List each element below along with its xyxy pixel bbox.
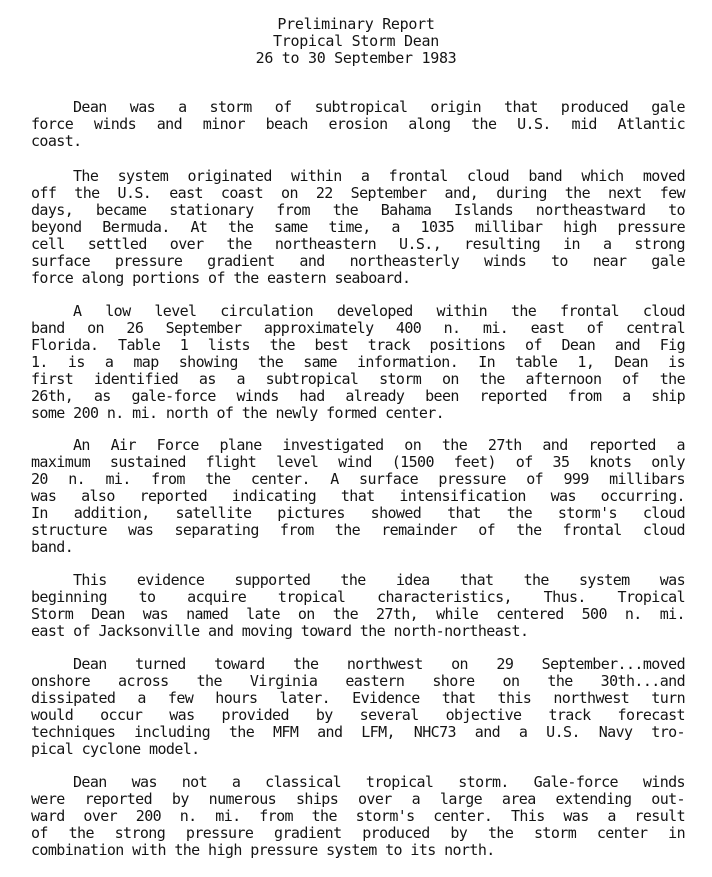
paragraph-line: east of Jacksonville and moving toward the north-northeast. xyxy=(31,622,529,640)
paragraph-line: 1. is a map showing the same information. In table 1, Dean is xyxy=(31,353,685,371)
paragraph-line: A low level circulation developed within the frontal cloud xyxy=(73,302,685,320)
paragraph-line: of the strong pressure gradient produced by the storm center in xyxy=(31,824,685,842)
paragraph-line: would occur was provided by several objective track forecast xyxy=(31,706,685,724)
paragraph-line: Storm Dean was named late on the 27th, while centered 500 n. mi. xyxy=(31,605,685,623)
paragraph-line: force along portions of the eastern seaboard. xyxy=(31,269,411,287)
paragraph-line: coast. xyxy=(31,132,82,150)
paragraph-line: beginning to acquire tropical characteristics, Thus. Tropical xyxy=(31,588,685,606)
paragraph-line: This evidence supported the idea that the system was xyxy=(73,571,685,589)
paragraph-line: structure was separating from the remainder of the frontal cloud xyxy=(31,521,685,539)
report-title: Preliminary Report xyxy=(277,15,435,33)
paragraph-line: band. xyxy=(31,538,74,556)
paragraph-line: were reported by numerous ships over a large area extending out- xyxy=(31,790,685,808)
paragraph-line: maximum sustained flight level wind (1500 feet) of 35 knots only xyxy=(31,453,685,471)
report-dates: 26 to 30 September 1983 xyxy=(255,49,457,67)
paragraph-line: first identified as a subtropical storm on the afternoon of the xyxy=(31,370,685,388)
paragraph-3 xyxy=(31,303,685,422)
paragraph-line: beyond Bermuda. At the same time, a 1035 millibar high pressure xyxy=(31,218,685,236)
paragraph-6 xyxy=(31,656,685,758)
paragraph-line: cell settled over the northeastern U.S., resulting in a strong xyxy=(31,235,685,253)
paragraph-line: off the U.S. east coast on 22 September and, during the next few xyxy=(31,184,685,202)
paragraph-line: 26th, as gale-force winds had already been reported from a ship xyxy=(31,387,685,405)
paragraph-line: was also reported indicating that intensification was occurring. xyxy=(31,487,685,505)
storm-name: Tropical Storm Dean xyxy=(273,32,439,50)
paragraph-line: Dean was not a classical tropical storm. Gale-force winds xyxy=(73,773,685,791)
paragraph-line: Dean turned toward the northwest on 29 September...moved xyxy=(73,655,685,673)
paragraph-line: pical cyclone model. xyxy=(31,740,200,758)
paragraph-line: ward over 200 n. mi. from the storm's center. This was a result xyxy=(31,807,685,825)
paragraph-line: onshore across the Virginia eastern shore on the 30th...and xyxy=(31,672,685,690)
paragraph-4 xyxy=(31,437,685,556)
paragraph-line: The system originated within a frontal cloud band which moved xyxy=(73,167,685,185)
paragraph-2 xyxy=(31,168,685,287)
paragraph-5 xyxy=(31,572,685,640)
paragraph-line: Florida. Table 1 lists the best track positions of Dean and Fig xyxy=(31,336,685,354)
paragraph-line: dissipated a few hours later. Evidence that this northwest turn xyxy=(31,689,685,707)
paragraph-line: surface pressure gradient and northeasterly winds to near gale xyxy=(31,252,685,270)
report-header xyxy=(0,16,712,67)
paragraph-line: force winds and minor beach erosion along the U.S. mid Atlantic xyxy=(31,115,685,133)
paragraph-line: 20 n. mi. from the center. A surface pressure of 999 millibars xyxy=(31,470,685,488)
paragraph-7 xyxy=(31,774,685,859)
paragraph-line: An Air Force plane investigated on the 27th and reported a xyxy=(73,436,685,454)
paragraph-line: band on 26 September approximately 400 n. mi. east of central xyxy=(31,319,685,337)
paragraph-line: Dean was a storm of subtropical origin that produced gale xyxy=(73,98,685,116)
paragraph-line: days, became stationary from the Bahama Islands northeastward to xyxy=(31,201,685,219)
paragraph-line: some 200 n. mi. north of the newly formed center. xyxy=(31,404,445,422)
paragraph-1 xyxy=(31,99,685,150)
paragraph-line: combination with the high pressure system to its north. xyxy=(31,841,495,859)
paragraph-line: In addition, satellite pictures showed that the storm's cloud xyxy=(31,504,685,522)
paragraph-line: techniques including the MFM and LFM, NHC73 and a U.S. Navy tro- xyxy=(31,723,685,741)
